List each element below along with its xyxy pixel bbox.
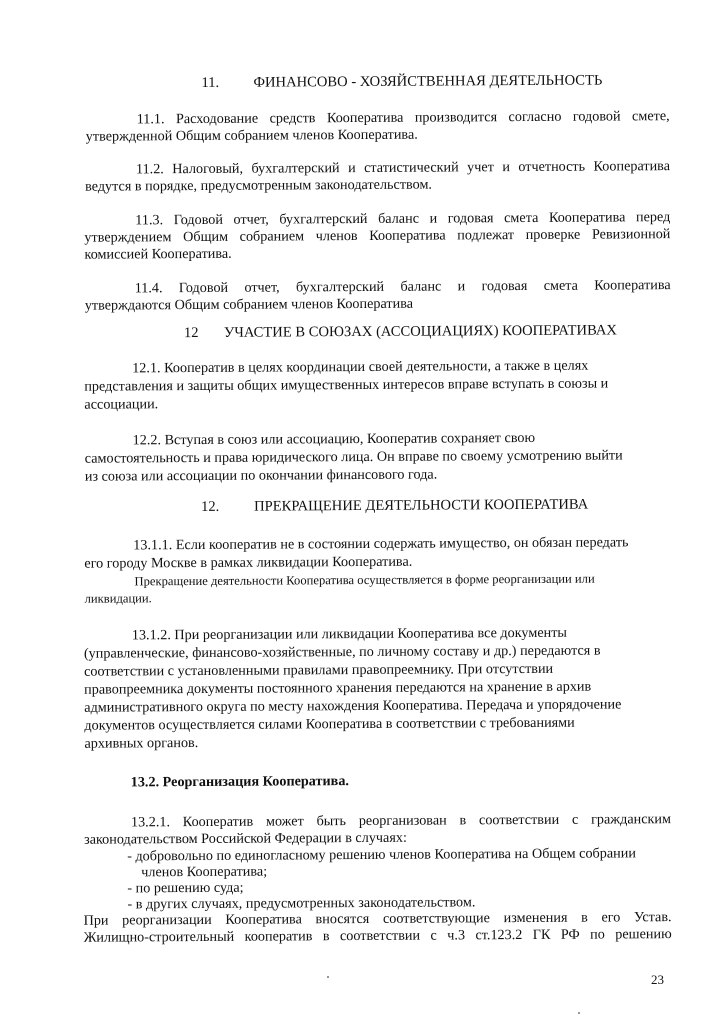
paragraph-13-1-1-line: его городу Москве в рамках ликвидации Кооператива. <box>84 553 413 572</box>
subsection-heading-13-2: 13.2. Реорганизация Кооператива. <box>130 773 350 791</box>
list-item: - добровольно по единогласному решению членов Кооператива на Общем собрании <box>127 845 636 865</box>
paragraph-13-1-1b-line: Прекращение деятельности Кооператива осуществляется в форме реорганизации или <box>134 571 595 589</box>
paragraph-12-1-line: представления и защиты общих имущественных интересов вправе вступать в союзы и <box>84 375 609 395</box>
paragraph-11-2-line: 11.2. Налоговый, бухгалтерский и статистический учет и отчетность Кооператива <box>135 158 671 178</box>
paragraph-13-2-tail-line: При реорганизации Кооператива вносятся соответствующие изменения в его Устав. <box>83 909 672 929</box>
page-number: 23 <box>651 972 664 987</box>
paragraph-12-2-line: 12.2. Вступая в союз или ассоциацию, Кооператив сохраняет свою <box>132 429 536 449</box>
paragraph-11-1-line: утвержденной Общим собранием членов Кооператива. <box>85 126 418 145</box>
scan-speck <box>327 976 329 978</box>
section-number: 12. <box>200 498 220 515</box>
paragraph-12-1-line: ассоциации. <box>84 396 159 413</box>
paragraph-11-2-line: ведутся в порядке, предусмотренным законодательством. <box>85 176 432 195</box>
paragraph-12-1-line: 12.1. Кооператив в целях координации своей деятельности, а также в целях <box>132 357 589 377</box>
paragraph-13-1-2-line: административного округа по месту нахождения Кооператива. Передача и упорядочение <box>84 696 622 716</box>
section-number: 12 <box>183 324 199 342</box>
paragraph-13-1-2-line: соответствии с установленными правилами правопреемнику. При отсутствии <box>83 660 554 680</box>
paragraph-11-4-line: утверждаются Общим собранием членов Кооператива <box>84 295 414 314</box>
paragraph-12-2-line: из союза или ассоциации по окончании финансового года. <box>84 466 438 485</box>
list-item: - по решению суда; <box>127 879 244 897</box>
paragraph-12-2-line: самостоятельность и права юридического лица. Он вправе по своему усмотрению выйти <box>84 447 623 467</box>
paragraph-13-1-2-line: 13.1.2. При реорганизации или ликвидации Кооператива все документы <box>131 624 567 644</box>
paragraph-11-3-line: комиссией Кооператива. <box>84 245 232 263</box>
list-item: членов Кооператива; <box>141 863 268 881</box>
paragraph-13-1-1-line: 13.1.1. Если кооператив не в состоянии содержать имущество, он обязан передать <box>133 534 629 554</box>
paragraph-13-1-2-line: документов осуществляется силами Кооператива в соответствии с требованиями <box>84 714 575 734</box>
paragraph-13-2-1-line: 13.2.1. Кооператив может быть реорганизован в соответствии с гражданским <box>130 811 672 831</box>
paragraph-11-1-line: 11.1. Расходование средств Кооператива производится согласно годовой смете, <box>136 108 670 128</box>
paragraph-13-1-2-line: архивных органов. <box>84 734 199 752</box>
scan-speck <box>578 1012 580 1014</box>
paragraph-11-4-line: 11.4. Годовой отчет, бухгалтерский баланс и годовая смета Кооператива <box>134 277 671 297</box>
paragraph-11-3-line: утверждением Общим собранием членов Кооператива подлежат проверке Ревизионной <box>84 226 671 246</box>
paragraph-13-2-1-line: законодательством Российской Федерации в случаях: <box>84 829 407 848</box>
paragraph-13-1-2-line: правопреемника документы постоянного хранения передаются на хранение в архив <box>84 678 592 698</box>
paragraph-13-2-tail-line: Жилищно-строительный кооператив в соответствии с ч.3 ст.123.2 ГК РФ по решению <box>83 926 672 946</box>
section-heading-13 <box>200 495 621 515</box>
section-heading-12 <box>183 321 634 342</box>
section-title: ФИНАНСОВО - ХОЗЯЙСТВЕННАЯ ДЕЯТЕЛЬНОСТЬ <box>253 72 603 91</box>
section-title: ПРЕКРАЩЕНИЕ ДЕЯТЕЛЬНОСТИ КООПЕРАТИВА <box>253 496 589 515</box>
section-number: 11. <box>201 74 220 91</box>
section-title: УЧАСТИЕ В СОЮЗАХ (АССОЦИАЦИЯХ) КООПЕРАТИВАХ <box>223 322 618 341</box>
section-heading-11 <box>201 71 621 91</box>
list-item: - в других случаях, предусмотренных законодательством. <box>127 894 476 913</box>
paragraph-13-1-2-line: (управленческие, финансово-хозяйственные, по личному составу и др.) передаются в <box>83 642 601 662</box>
paragraph-11-3-line: 11.3. Годовой отчет, бухгалтерский баланс и годовая смета Кооператива перед <box>135 209 671 229</box>
paragraph-13-1-1b-line: ликвидации. <box>84 591 152 606</box>
